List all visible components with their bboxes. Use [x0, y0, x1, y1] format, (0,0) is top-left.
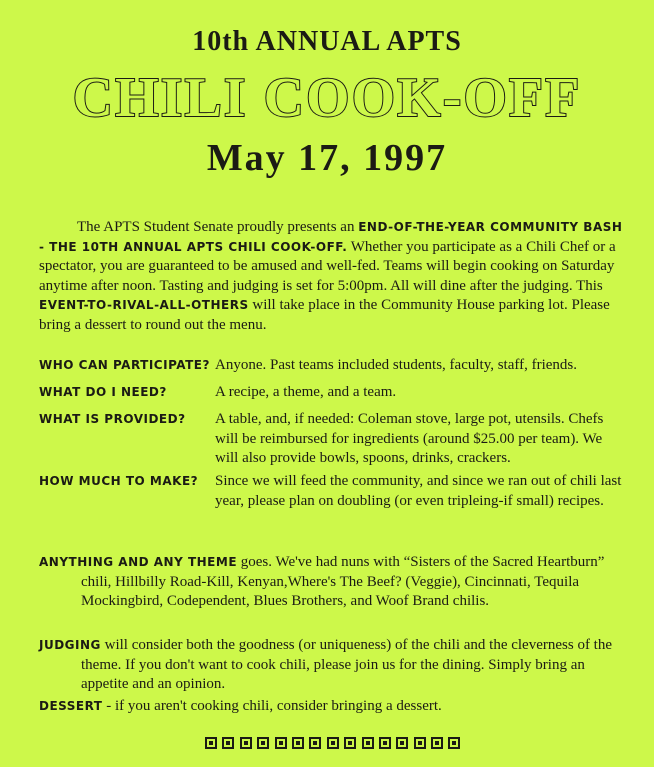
- intro-emphasis-event: EVENT-TO-RIVAL-ALL-OTHERS: [39, 298, 249, 312]
- faq-row: [39, 356, 629, 376]
- faq-question: WHAT IS PROVIDED?: [39, 412, 186, 426]
- note-lead: ANYTHING AND ANY THEME: [39, 555, 238, 569]
- note-text: - if you aren't cooking chili, consider bringing a dessert.: [102, 698, 442, 714]
- intro-paragraph: [39, 218, 629, 335]
- faq-answer: Since we will feed the community, and since we ran out of chili last year, please plan on doubling (or even tripleing-if small) recipes.: [215, 473, 622, 509]
- faq-question: HOW MUCH TO MAKE?: [39, 474, 199, 488]
- square-dot-icon: [309, 737, 321, 749]
- square-dot-icon: [431, 737, 443, 749]
- square-dot-icon: [257, 737, 269, 749]
- square-dot-icon: [327, 737, 339, 749]
- faq-answer: Anyone. Past teams included students, faculty, staff, friends.: [215, 357, 578, 373]
- faq-question: WHO CAN PARTICIPATE?: [39, 358, 210, 372]
- intro-emphasis-bash: END-OF-THE-YEAR COMMUNITY BASH - THE 10TH ANNUAL APTS CHILI COOK-OFF.: [39, 220, 623, 254]
- square-dot-icon: [448, 737, 460, 749]
- faq-answer: A recipe, a theme, and a team.: [215, 384, 397, 400]
- square-dot-icon: [414, 737, 426, 749]
- square-dot-icon: [275, 737, 287, 749]
- event-title: CHILI COOK-OFF: [72, 67, 582, 129]
- intro-text-2: Whether you participate as a Chili Chef or a spectator, you are guaranteed to be amused and well-fed. Teams will begin cooking on Saturday anytime after noon. Tasting and judging is set for 5:00pm. All will dine after the judging. This: [39, 238, 616, 294]
- square-dot-icon: [240, 737, 252, 749]
- faq-row: [39, 410, 629, 469]
- faq-answer: A table, and, if needed: Coleman stove, large pot, utensils. Chefs will be reimbursed for ingredients (around $25.00 per team). We will also provide bowls, spoons, drinks, crackers.: [215, 411, 604, 466]
- note-judging: [39, 636, 629, 695]
- faq-row: [39, 472, 629, 511]
- intro-text-3: will take place in the Community House parking lot. Please bring a dessert to round out the menu.: [39, 297, 610, 333]
- note-dessert: [39, 697, 629, 717]
- intro-text-1: The APTS Student Senate proudly presents an: [77, 219, 359, 235]
- square-dot-icon: [379, 737, 391, 749]
- square-dot-icon: [396, 737, 408, 749]
- note-lead: JUDGING: [39, 638, 101, 652]
- decorative-divider: [205, 737, 460, 749]
- square-dot-icon: [222, 737, 234, 749]
- note-text: goes. We've had nuns with “Sisters of the Sacred Heartburn” chili, Hillbilly Road-Kill, Kenyan,Where's The Beef? (Veggie), Cincinnati, Tequila Mockingbird, Codependent, Blues Brothers, and Woof Brand chilis.: [81, 554, 605, 609]
- note-themes: [39, 553, 629, 612]
- square-dot-icon: [362, 737, 374, 749]
- event-date: May 17, 1997: [206, 137, 448, 179]
- square-dot-icon: [344, 737, 356, 749]
- faq-question: WHAT DO I NEED?: [39, 385, 167, 399]
- event-edition-heading: 10th ANNUAL APTS: [192, 26, 462, 57]
- note-text: will consider both the goodness (or uniqueness) of the chili and the cleverness of the theme. If you don't want to cook chili, please join us for the dining. Simply bring an appetite and an opinion.: [81, 637, 613, 692]
- square-dot-icon: [205, 737, 217, 749]
- faq-row: [39, 383, 629, 403]
- square-dot-icon: [292, 737, 304, 749]
- note-lead: DESSERT: [39, 699, 103, 713]
